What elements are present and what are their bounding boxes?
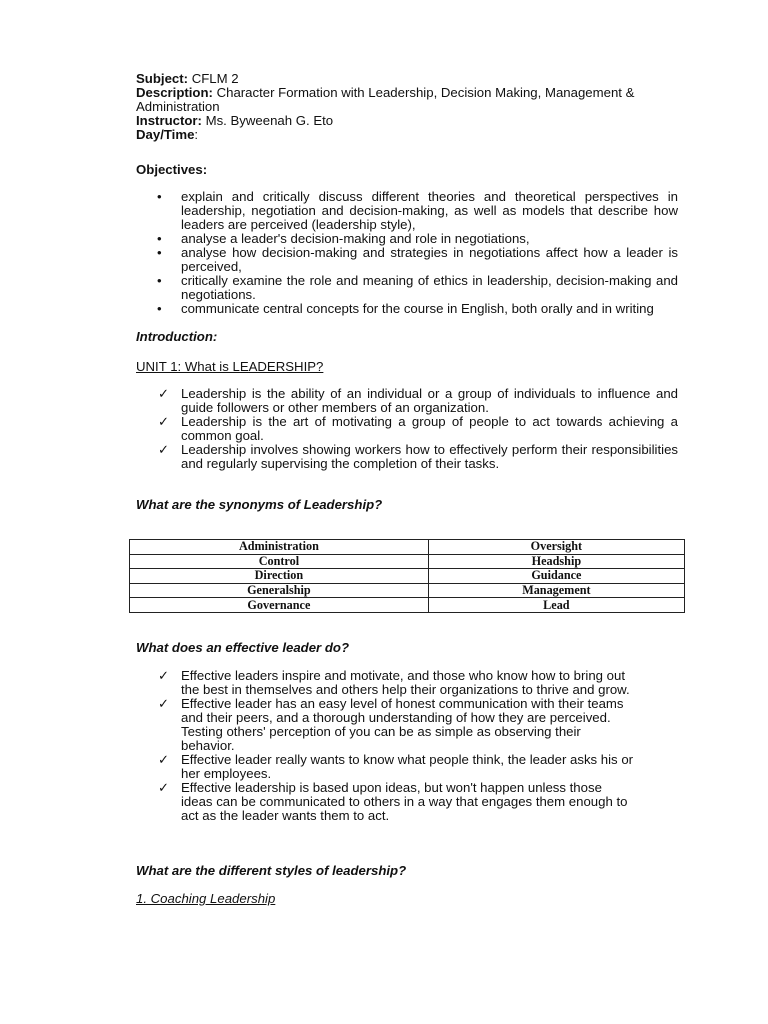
description-line <box>136 86 678 114</box>
table-cell: Administration <box>130 540 429 555</box>
table-row <box>130 598 685 613</box>
checkmark-icon: ✓ <box>158 442 170 457</box>
instructor-line <box>136 114 678 128</box>
table-cell: Oversight <box>428 540 684 555</box>
subject-label: Subject: <box>136 71 189 86</box>
checkmark-icon: ✓ <box>158 695 170 711</box>
table-row <box>130 554 685 569</box>
daytime-label: Day/Time <box>136 127 195 142</box>
list-item: ✓ Leadership involves showing workers how to effectively perform their responsibilities and regularly supervising the completion of their tasks. <box>158 442 678 471</box>
table-cell: Direction <box>130 569 429 584</box>
styles-heading: What are the different styles of leadership? <box>136 862 407 878</box>
table-cell: Generalship <box>130 583 429 598</box>
objectives-heading: Objectives: <box>136 162 208 177</box>
checkmark-icon: ✓ <box>158 667 170 683</box>
list-item: ✓ Leadership is the art of motivating a group of people to act towards achieving a common goal. <box>158 414 678 443</box>
table-cell: Governance <box>130 598 429 613</box>
table-cell: Headship <box>428 554 684 569</box>
subject-value: CFLM 2 <box>188 71 239 86</box>
table-row <box>130 540 685 555</box>
table-cell: Management <box>428 583 684 598</box>
checkmark-icon: ✓ <box>158 414 170 429</box>
table-row <box>130 583 685 598</box>
list-item: ✓ Effective leader has an easy level of honest communication with their teams and their peers, and a thorough understanding of how they are perceived. Testing others' perception of you can be as simple as observing their behavior. <box>158 695 624 753</box>
bullet-icon: • <box>157 273 162 288</box>
coaching-leadership-heading: 1. Coaching Leadership <box>136 890 276 906</box>
list-item: ✓ Leadership is the ability of an individual or a group of individuals to influence and guide followers or other members of an organization. <box>158 386 678 415</box>
introduction-heading: Introduction: <box>136 329 218 344</box>
synonyms-table <box>129 539 685 613</box>
table-cell: Lead <box>428 598 684 613</box>
subject-line <box>136 72 678 86</box>
effective-leader-heading: What does an effective leader do? <box>136 639 350 655</box>
list-item: ✓ Effective leader really wants to know what people think, the leader asks his or her employees. <box>158 751 634 781</box>
checkmark-icon: ✓ <box>158 386 170 401</box>
bullet-icon: • <box>157 245 162 260</box>
daytime-value: : <box>194 127 199 142</box>
list-item: ✓ Effective leadership is based upon ideas, but won't happen unless those ideas can be communicated to others in a way that engages them enough to act as the leader wants them to act. <box>158 779 628 823</box>
daytime-line <box>136 128 678 142</box>
list-item: • communicate central concepts for the course in English, both orally and in writing <box>157 301 654 316</box>
description-value: Character Formation with Leadership, Decision Making, Management & Administration <box>136 85 635 114</box>
document-content <box>136 72 678 906</box>
bullet-icon: • <box>157 231 162 246</box>
table-cell: Control <box>130 554 429 569</box>
synonyms-heading: What are the synonyms of Leadership? <box>136 497 383 512</box>
effective-leader-list <box>136 669 636 823</box>
list-item: • analyse a leader's decision-making and role in negotiations, <box>157 231 530 246</box>
bullet-icon: • <box>157 301 162 316</box>
list-item: ✓ Effective leaders inspire and motivate, and those who know how to bring out the best in themselves and others help their organizations to thrive and grow. <box>158 667 630 697</box>
list-item: • analyse how decision-making and strategies in negotiations affect how a leader is perceived, <box>157 245 678 274</box>
description-label: Description: <box>136 85 213 100</box>
objectives-list <box>136 190 678 316</box>
table-row <box>130 569 685 584</box>
table-cell: Guidance <box>428 569 684 584</box>
instructor-value: Ms. Byweenah G. Eto <box>201 113 334 128</box>
checkmark-icon: ✓ <box>158 751 170 767</box>
list-item: • explain and critically discuss different theories and theoretical perspectives in leadership, negotiation and decision-making, as well as models that describe how leaders are perceived (leadership style), <box>157 189 678 232</box>
instructor-label: Instructor: <box>136 113 202 128</box>
unit1-heading: UNIT 1: What is LEADERSHIP? <box>136 359 324 374</box>
checkmark-icon: ✓ <box>158 779 170 795</box>
list-item: • critically examine the role and meaning of ethics in leadership, decision-making and negotiations. <box>157 273 678 302</box>
leadership-definitions-list <box>136 387 678 471</box>
bullet-icon: • <box>157 189 162 204</box>
